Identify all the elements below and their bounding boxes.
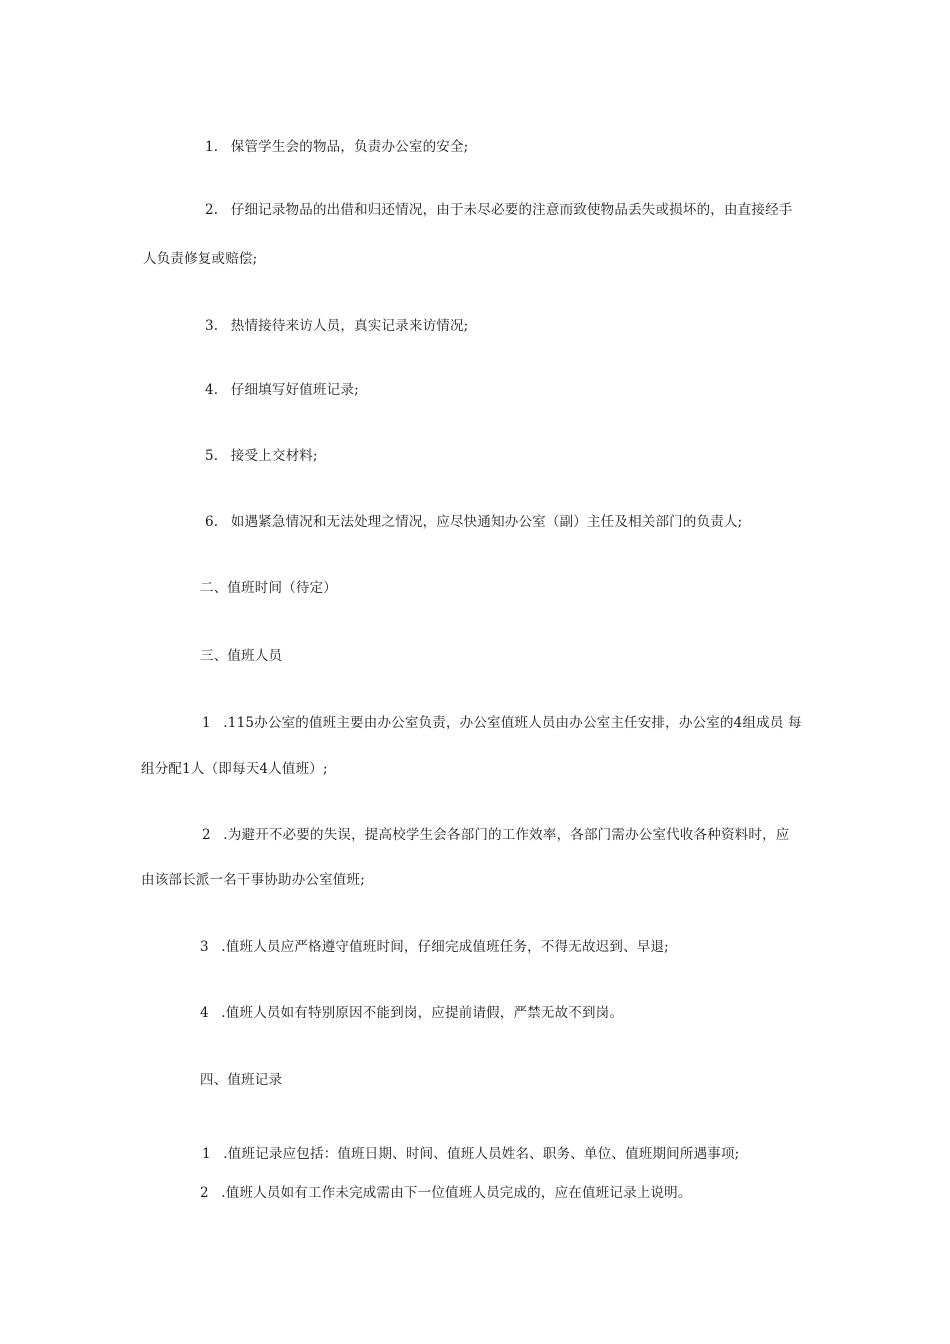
staff-item-1 (202, 714, 802, 732)
section-heading-duty-time: 二、值班时间（待定） (200, 580, 337, 596)
record-item-number: 1 (202, 1146, 211, 1162)
staff-item-text: .值班人员如有特别原因不能到岗，应提前请假，严禁无故不到岗。 (221, 1005, 624, 1021)
record-item-text: .值班记录应包括：值班日期、时间、值班人员姓名、职务、单位、值班期间所遇事项; (223, 1146, 740, 1162)
staff-item-2-continuation: 由该部长派一名干事协助办公室值班; (141, 872, 365, 888)
staff-item-number: 2 (202, 827, 211, 843)
staff-item-number: 1 (202, 715, 211, 731)
duty-number: 5. (205, 448, 219, 464)
duty-item-5 (205, 447, 318, 465)
duty-number: 2. (205, 202, 219, 218)
staff-item-2 (202, 826, 790, 844)
staff-item-3 (200, 938, 669, 956)
duty-text: 热情接待来访人员，真实记录来访情况; (230, 318, 469, 334)
duty-item-2 (205, 201, 792, 219)
duty-number: 3. (205, 318, 219, 334)
duty-text: 仔细填写好值班记录; (230, 382, 359, 398)
duty-text: 保管学生会的物品，负责办公室的安全; (230, 139, 469, 155)
record-item-text: .值班人员如有工作未完成需由下一位值班人员完成的，应在值班记录上说明。 (221, 1185, 692, 1201)
duty-number: 6. (205, 514, 219, 530)
duty-item-3 (205, 317, 468, 335)
section-heading-duty-staff: 三、值班人员 (200, 648, 283, 664)
section-heading-duty-record: 四、值班记录 (200, 1072, 283, 1088)
record-item-1 (202, 1145, 739, 1163)
staff-item-text: .115办公室的值班主要由办公室负责，办公室值班人员由办公室主任安排，办公室的4组成员 每 (223, 715, 802, 731)
record-item-number: 2 (200, 1185, 209, 1201)
duty-item-2-continuation: 人负责修复或赔偿; (143, 251, 258, 267)
staff-item-4 (200, 1004, 623, 1022)
duty-number: 4. (205, 382, 219, 398)
duty-item-6 (205, 513, 742, 531)
staff-item-text: .值班人员应严格遵守值班时间，仔细完成值班任务，不得无故迟到、早退; (221, 939, 669, 955)
staff-item-number: 3 (200, 939, 209, 955)
staff-item-1-continuation: 组分配1人（即每天4人值班）; (141, 761, 328, 777)
staff-item-number: 4 (200, 1005, 209, 1021)
duty-text: 仔细记录物品的出借和归还情况，由于未尽必要的注意而致使物品丢失或损坏的，由直接经手 (230, 202, 793, 218)
duty-item-4 (205, 381, 359, 399)
duty-text: 接受上交材料; (230, 448, 318, 464)
duty-number: 1. (205, 139, 219, 155)
duty-item-1 (205, 138, 468, 156)
duty-text: 如遇紧急情况和无法处理之情况，应尽快通知办公室（副）主任及相关部门的负责人; (230, 514, 743, 530)
record-item-2 (200, 1184, 692, 1202)
staff-item-text: .为避开不必要的失误，提高校学生会各部门的工作效率，各部门需办公室代收各种资料时，应 (223, 827, 790, 843)
